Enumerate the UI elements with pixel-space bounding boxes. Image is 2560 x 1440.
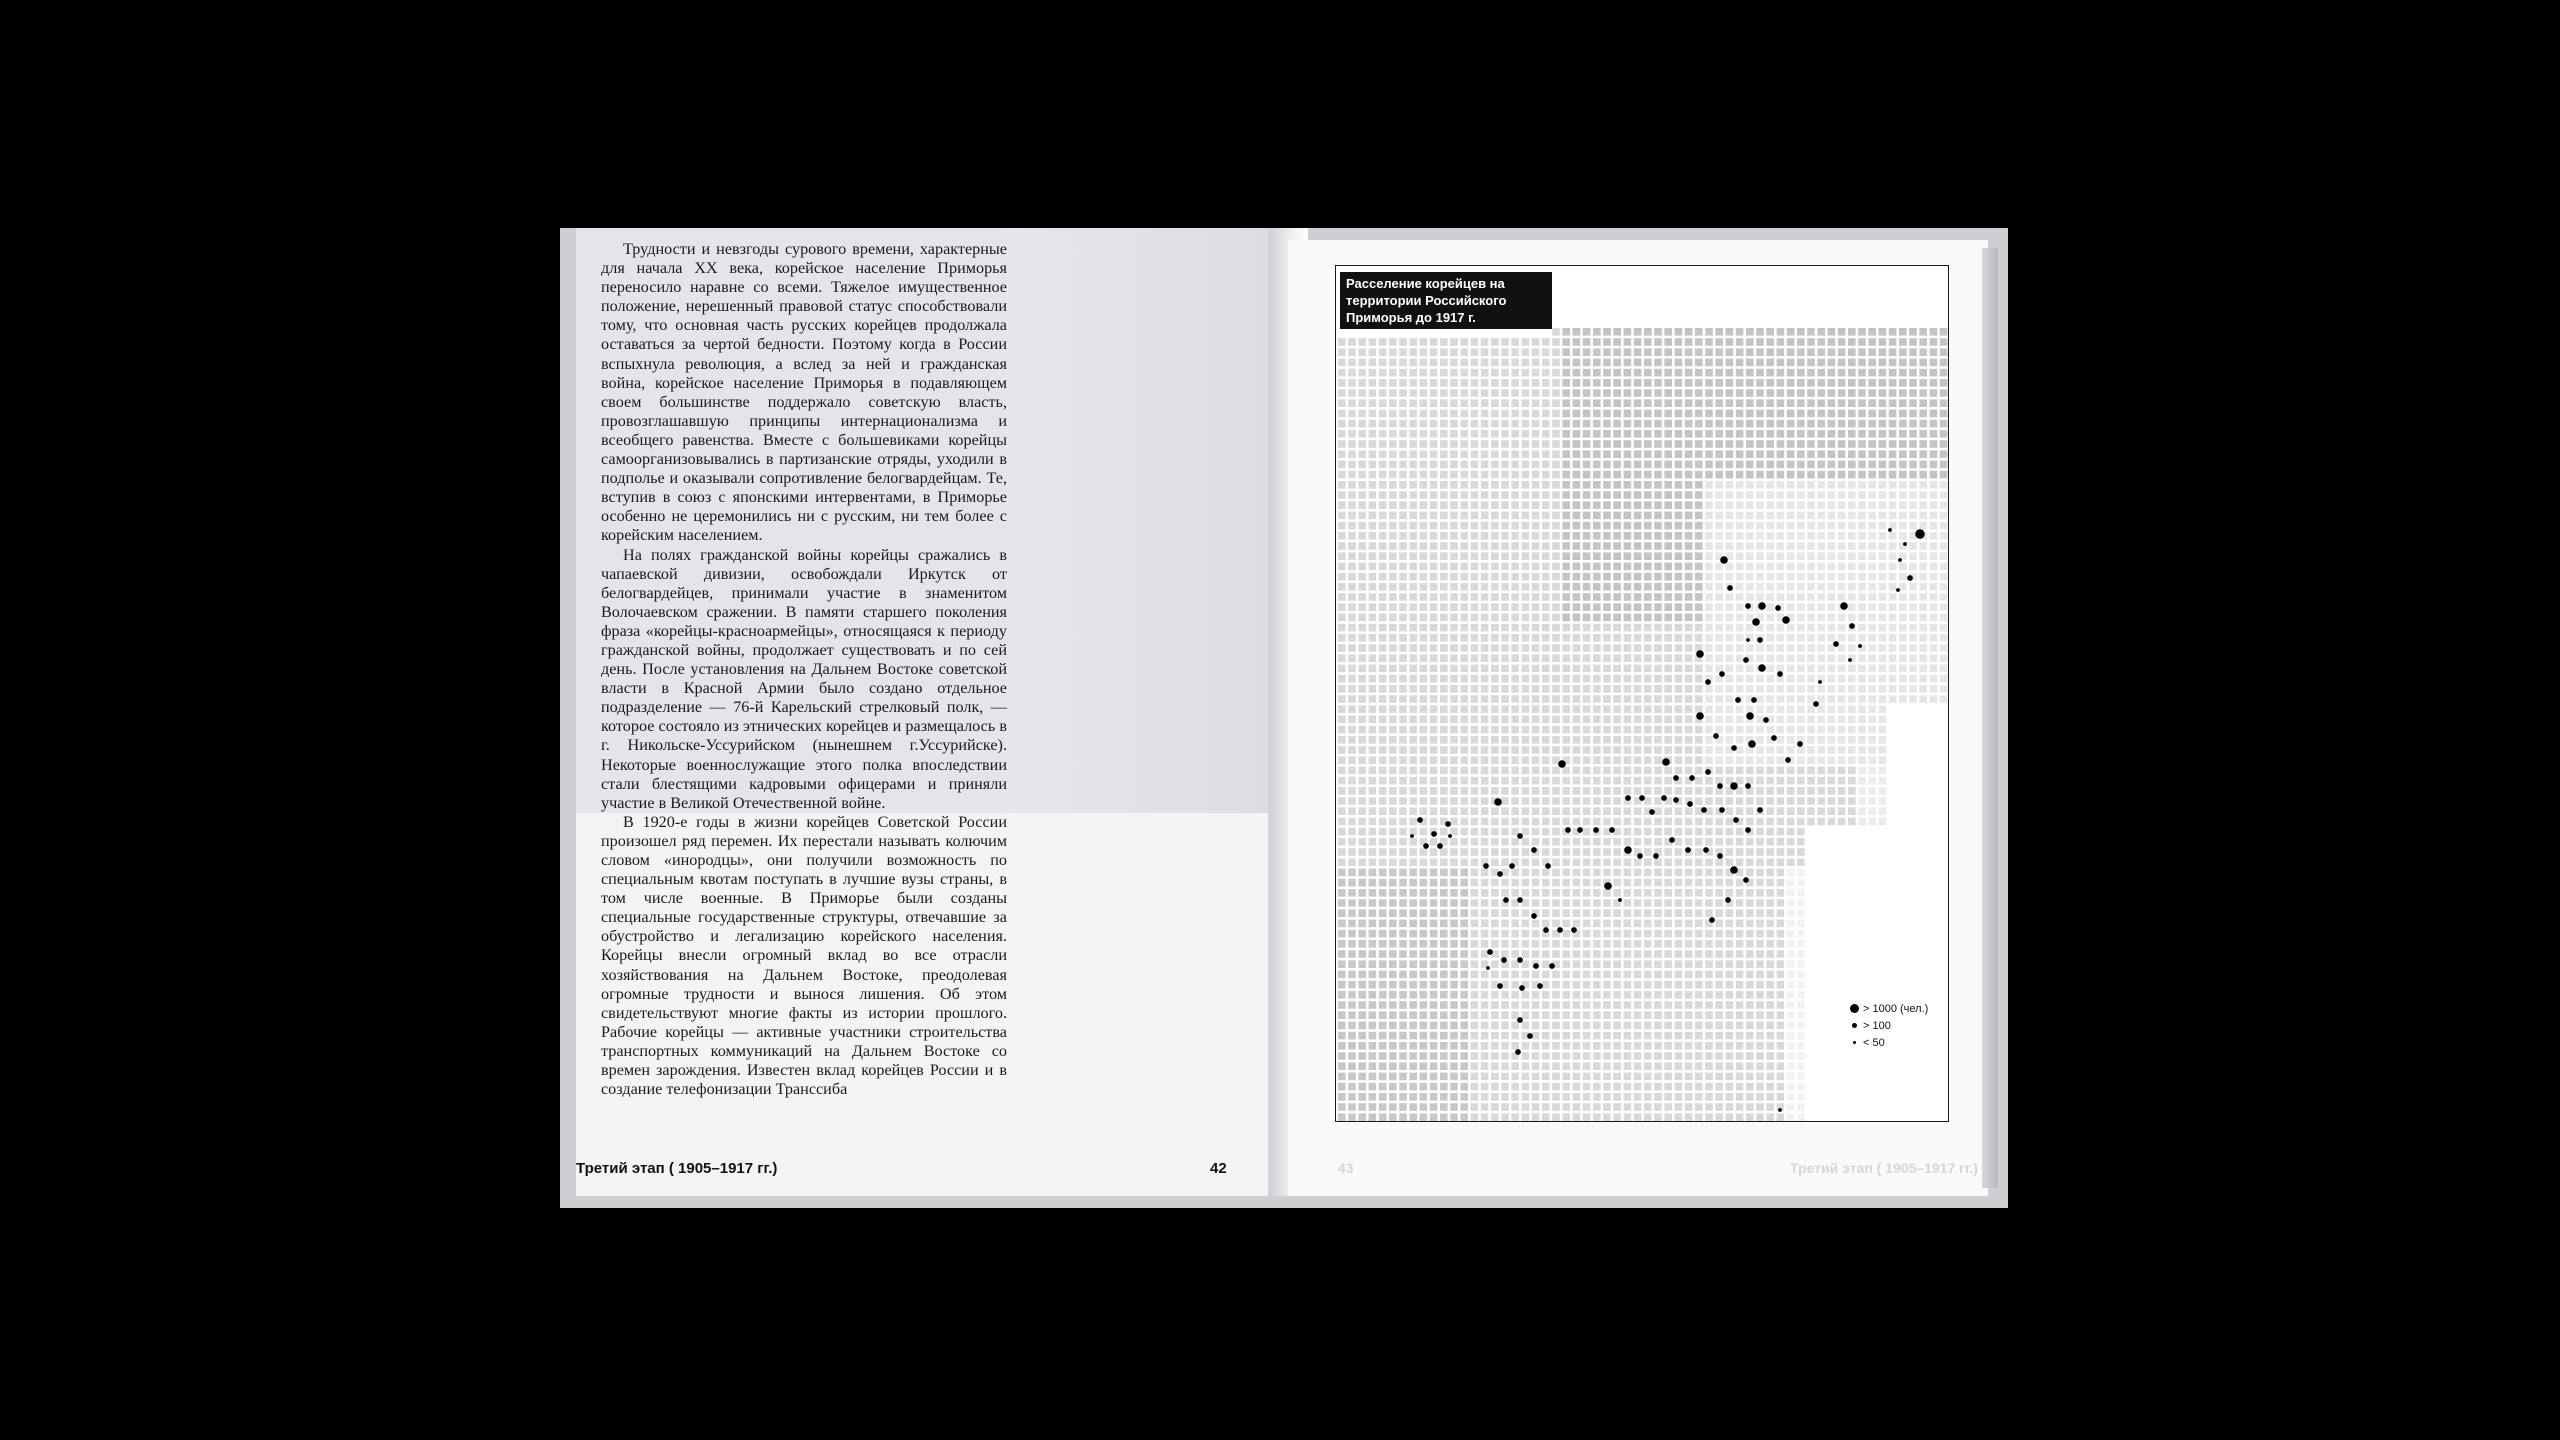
settlement-dot: [1730, 866, 1738, 874]
settlement-dot: [1571, 927, 1577, 933]
settlement-dot: [1649, 809, 1655, 815]
settlement-dot: [1725, 897, 1731, 903]
settlement-dot: [1797, 741, 1803, 747]
show-through-page-number: 43: [1338, 1160, 1354, 1176]
settlement-dot: [1907, 575, 1913, 581]
settlement-dot: [1731, 745, 1737, 751]
legend-medium-dot-icon: [1845, 1023, 1863, 1028]
settlement-dot: [1743, 657, 1749, 663]
settlement-dot: [1531, 847, 1537, 853]
settlement-dot: [1669, 837, 1675, 843]
settlement-dot: [1903, 542, 1907, 546]
settlement-dot: [1417, 817, 1423, 823]
settlement-dot: [1849, 623, 1855, 629]
settlement-dot: [1685, 847, 1691, 853]
legend-item-small: [1845, 1034, 1928, 1051]
settlement-dot: [1701, 807, 1707, 813]
show-through-footer: Третий этап ( 1905–1917 гг.): [1790, 1160, 1978, 1176]
settlement-dot: [1709, 917, 1715, 923]
settlement-dot: [1517, 833, 1523, 839]
settlement-dot: [1748, 740, 1756, 748]
settlement-dot: [1431, 831, 1437, 837]
settlement-dot: [1486, 966, 1490, 970]
settlement-dot: [1517, 957, 1523, 963]
settlement-dot: [1604, 882, 1612, 890]
map-legend: [1845, 1000, 1928, 1051]
settlement-dot: [1746, 712, 1754, 720]
settlement-dot: [1687, 801, 1693, 807]
settlement-dot: [1537, 983, 1543, 989]
settlement-dot: [1898, 558, 1902, 562]
settlement-dot: [1757, 807, 1763, 813]
settlement-dot: [1775, 605, 1781, 611]
settlement-dot: [1777, 671, 1783, 677]
settlement-dot: [1758, 602, 1766, 610]
settlement-dot: [1543, 927, 1549, 933]
settlement-dot: [1593, 827, 1599, 833]
settlement-dot: [1720, 556, 1728, 564]
legend-item-large: [1845, 1000, 1928, 1017]
settlement-dot: [1494, 798, 1502, 806]
settlement-dot: [1915, 529, 1925, 539]
settlement-dot: [1696, 712, 1704, 720]
settlement-dot: [1533, 963, 1539, 969]
settlement-dot: [1609, 827, 1615, 833]
settlement-dot: [1624, 846, 1632, 854]
settlement-dot: [1527, 1033, 1533, 1039]
legend-large-dot-icon: [1845, 1004, 1863, 1013]
settlement-dot: [1717, 783, 1723, 789]
page-number: 42: [1210, 1160, 1227, 1177]
legend-label-small: < 50: [1863, 1036, 1885, 1049]
legend-label-medium: > 100: [1863, 1019, 1891, 1032]
settlement-dot: [1896, 588, 1900, 592]
settlement-dot: [1858, 644, 1862, 648]
settlement-dot: [1743, 877, 1749, 883]
settlement-dot: [1545, 863, 1551, 869]
settlement-dot: [1673, 775, 1679, 781]
settlement-dot: [1752, 618, 1760, 626]
settlement-dot: [1733, 817, 1739, 823]
settlement-dot: [1437, 843, 1443, 849]
settlement-dot: [1662, 758, 1670, 766]
settlement-dot: [1763, 717, 1769, 723]
settlement-dot: [1705, 679, 1711, 685]
settlement-dot: [1487, 949, 1493, 955]
settlement-dot: [1751, 697, 1757, 703]
legend-small-dot-icon: [1845, 1041, 1863, 1044]
settlement-dot: [1785, 757, 1791, 763]
settlement-dot: [1653, 853, 1659, 859]
settlement-dot: [1758, 664, 1766, 672]
paragraph-2: На полях гражданской войны корейцы сражались в чапаевской дивизии, освобождали Иркутск от белогвардейцев, принимали участие в знаменитом Волочаевском сражении. В памяти старшего поколения фраза «корейцы-красноармейцы», относящаяся к периоду гражданской войны, продолжает существовать и по сей день. После установления на Дальнем Востоке советской власти в Красной Армии было создано отдельное подразделение — 76-й Карельский стрелковый полк, — которое состояло из этнических корейцев и размещалось в г. Никольске-Уссурийском (нынешнем г.Уссурийске). Некоторые военнослужащие этого полка впоследствии стали блестящими кадровыми офицерами и приняли участие в Великой Отечественной войне.: [601, 545, 1007, 812]
paragraph-1: Трудности и невзгоды сурового времени, характерные для начала XX века, корейское население Приморья переносило наравне со всеми. Тяжелое имущественное положение, нерешенный правовой статус способствовали тому, что основная часть русских корейцев продолжала оставаться за чертой бедности. Поэтому когда в России вспыхнула революция, а вслед за ней и гражданская война, корейское население Приморья в подавляющем своем большинстве поддержало советскую власть, провозглашавшую принципы интернационализма и всеобщего равенства. Вместе с большевиками корейцы самоорганизовывались в партизанские отряды, уходили в подполье и оказывали сопротивление белогвардейцам. Те, вступив в союз с японскими интервентами, в Приморье особенно не церемонились ни с русским, ни тем более с корейским населением.: [601, 240, 1007, 545]
paragraph-3: В 1920-е годы в жизни корейцев Советской России произошел ряд перемен. Их перестали называть колючим словом «инородцы», они получили возможность по специальным квотам поступать в лучшие вузы страны, в том числе военные. В Приморье были созданы специальные государственные структуры, отвечавшие за обустройство и легализацию корейского населения. Корейцы внесли огромный вклад во все отрасли хозяйствования на Дальнем Востоке, преодолевая огромные трудности и вынося лишения. Об этом свидетельствуют многие факты из истории прошлого. Рабочие корейцы — активные участники строительства транспортных коммуникаций на Дальнем Востоке со времен зарождения. Известен вклад корейцев России и в создание телефонизации Транссиба: [601, 812, 1007, 1099]
running-footer: Третий этап ( 1905–1917 гг.): [576, 1160, 778, 1177]
settlement-dot: [1577, 827, 1583, 833]
settlement-dot: [1745, 827, 1751, 833]
settlement-dot: [1813, 701, 1819, 707]
settlement-dot: [1483, 863, 1489, 869]
settlement-dot: [1673, 797, 1679, 803]
settlement-dot: [1503, 897, 1509, 903]
settlement-dot: [1745, 783, 1751, 789]
settlement-dot: [1717, 853, 1723, 859]
settlement-dot: [1719, 671, 1725, 677]
settlement-dot: [1618, 898, 1622, 902]
settlement-dot: [1410, 834, 1414, 838]
legend-item-medium: [1845, 1017, 1928, 1034]
settlement-dot: [1509, 863, 1515, 869]
settlement-dot: [1531, 913, 1537, 919]
settlement-dot: [1445, 821, 1451, 827]
settlement-dot: [1705, 769, 1711, 775]
settlement-dot: [1661, 795, 1667, 801]
settlement-dot: [1689, 775, 1695, 781]
map-title: Расселение корейцев на территории Российского Приморья до 1917 г.: [1340, 272, 1552, 329]
settlement-dot: [1703, 847, 1709, 853]
legend-label-large: > 1000 (чел.): [1863, 1002, 1929, 1015]
settlement-dot: [1745, 603, 1751, 609]
settlement-dot: [1730, 782, 1738, 790]
settlement-dot: [1840, 602, 1848, 610]
settlement-dot: [1497, 983, 1503, 989]
settlement-dot: [1888, 528, 1892, 532]
settlement-dot: [1848, 658, 1852, 662]
settlement-dot: [1558, 760, 1566, 768]
settlement-dot: [1727, 585, 1733, 591]
settlement-dot: [1517, 897, 1523, 903]
settlement-dot: [1549, 963, 1555, 969]
settlement-dot: [1625, 795, 1631, 801]
settlement-dot: [1719, 807, 1725, 813]
settlement-dot: [1696, 650, 1704, 658]
settlement-dot: [1746, 638, 1750, 642]
settlement-dot: [1735, 697, 1741, 703]
settlement-dot: [1501, 957, 1507, 963]
settlement-dot: [1448, 834, 1452, 838]
settlement-dot: [1423, 843, 1429, 849]
settlement-dot: [1778, 1108, 1782, 1112]
settlement-dot: [1519, 985, 1525, 991]
settlement-dot: [1771, 735, 1777, 741]
settlement-dot: [1557, 927, 1563, 933]
settlement-dot: [1818, 680, 1822, 684]
settlement-dot: [1757, 637, 1763, 643]
settlement-dot: [1713, 733, 1719, 739]
settlement-dot: [1639, 795, 1645, 801]
settlement-dot: [1782, 616, 1790, 624]
settlement-dot: [1515, 1049, 1521, 1055]
settlement-dot: [1833, 641, 1839, 647]
settlement-dot: [1565, 827, 1571, 833]
settlement-dot: [1637, 853, 1643, 859]
settlement-dot: [1497, 871, 1503, 877]
settlement-dot: [1517, 1017, 1523, 1023]
